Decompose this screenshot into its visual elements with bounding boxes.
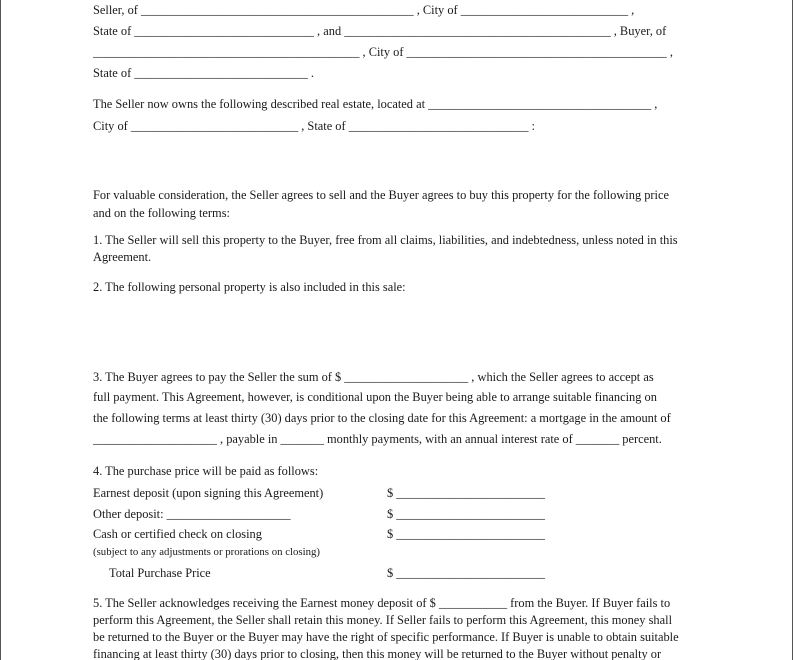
total-price-label: Total Purchase Price [109,566,211,580]
clause-3-line: the following terms at least thirty (30) days prior to the closing date for this Agreement: a mortgage in the amount of [93,411,671,425]
clause-4-heading: 4. The purchase price will be paid as follows: [93,464,319,478]
clause-2-line: 2. The following personal property is also included in this sale: [93,280,406,294]
property-city-state-line: City of ___________________________ , State of _____________________________ : [93,119,535,133]
clause-3-line: full payment. This Agreement, however, is conditional upon the Buyer being able to arrange suitable financing on [93,390,657,404]
clause-1-line: Agreement. [93,250,152,264]
consideration-text-line: and on the following terms: [93,206,230,220]
state-and-buyer-line: State of _____________________________ , and ___________________________________________ , Buyer, of [93,24,667,38]
clause-5-line: be returned to the Buyer or the Buyer may have the right of specific performance. If Buyer is unable to obtain suitable [93,630,679,644]
consideration-text-line: For valuable consideration, the Seller agrees to sell and the Buyer agrees to buy this property for the following price [93,188,669,202]
payment-row-amount: $ ________________________ [387,486,545,500]
payment-row-label: Earnest deposit (upon signing this Agreement) [93,486,324,500]
payment-row-label: Other deposit: ____________________ [93,507,291,521]
clause-5-line: 5. The Seller acknowledges receiving the Earnest money deposit of $ ___________ from the Buyer. If Buyer fails to [93,596,671,610]
clause-5-line: financing at least thirty (30) days prior to closing, then this money will be returned to the Buyer without penalty or [93,647,662,660]
seller-line: Seller, of ____________________________________________ , City of ___________________________ , [93,3,635,17]
payment-row-amount: $ ________________________ [387,507,545,521]
clause-3-line: 3. The Buyer agrees to pay the Seller the sum of $ ____________________ , which the Seller agrees to accept as [93,370,654,384]
property-location-line: The Seller now owns the following described real estate, located at ____________________________________ , [93,97,658,111]
total-price-amount: $ ________________________ [387,566,545,580]
payment-row-note: (subject to any adjustments or prorations on closing) [93,546,320,558]
clause-5-line: perform this Agreement, the Seller shall retain this money. If Seller fails to perform this Agreement, this money shall [93,613,673,627]
payment-row-amount: $ ________________________ [387,527,545,541]
payment-row-label: Cash or certified check on closing [93,527,262,541]
clause-3-line: ____________________ , payable in _______ monthly payments, with an annual interest rate of _______ percent. [93,432,662,446]
buyer-address-line: ___________________________________________ , City of __________________________________________ , [93,45,673,59]
buyer-state-line: State of ____________________________ . [93,66,314,80]
clause-1-line: 1. The Seller will sell this property to the Buyer, free from all claims, liabilities, and indebtedness, unless noted in this [93,233,678,247]
